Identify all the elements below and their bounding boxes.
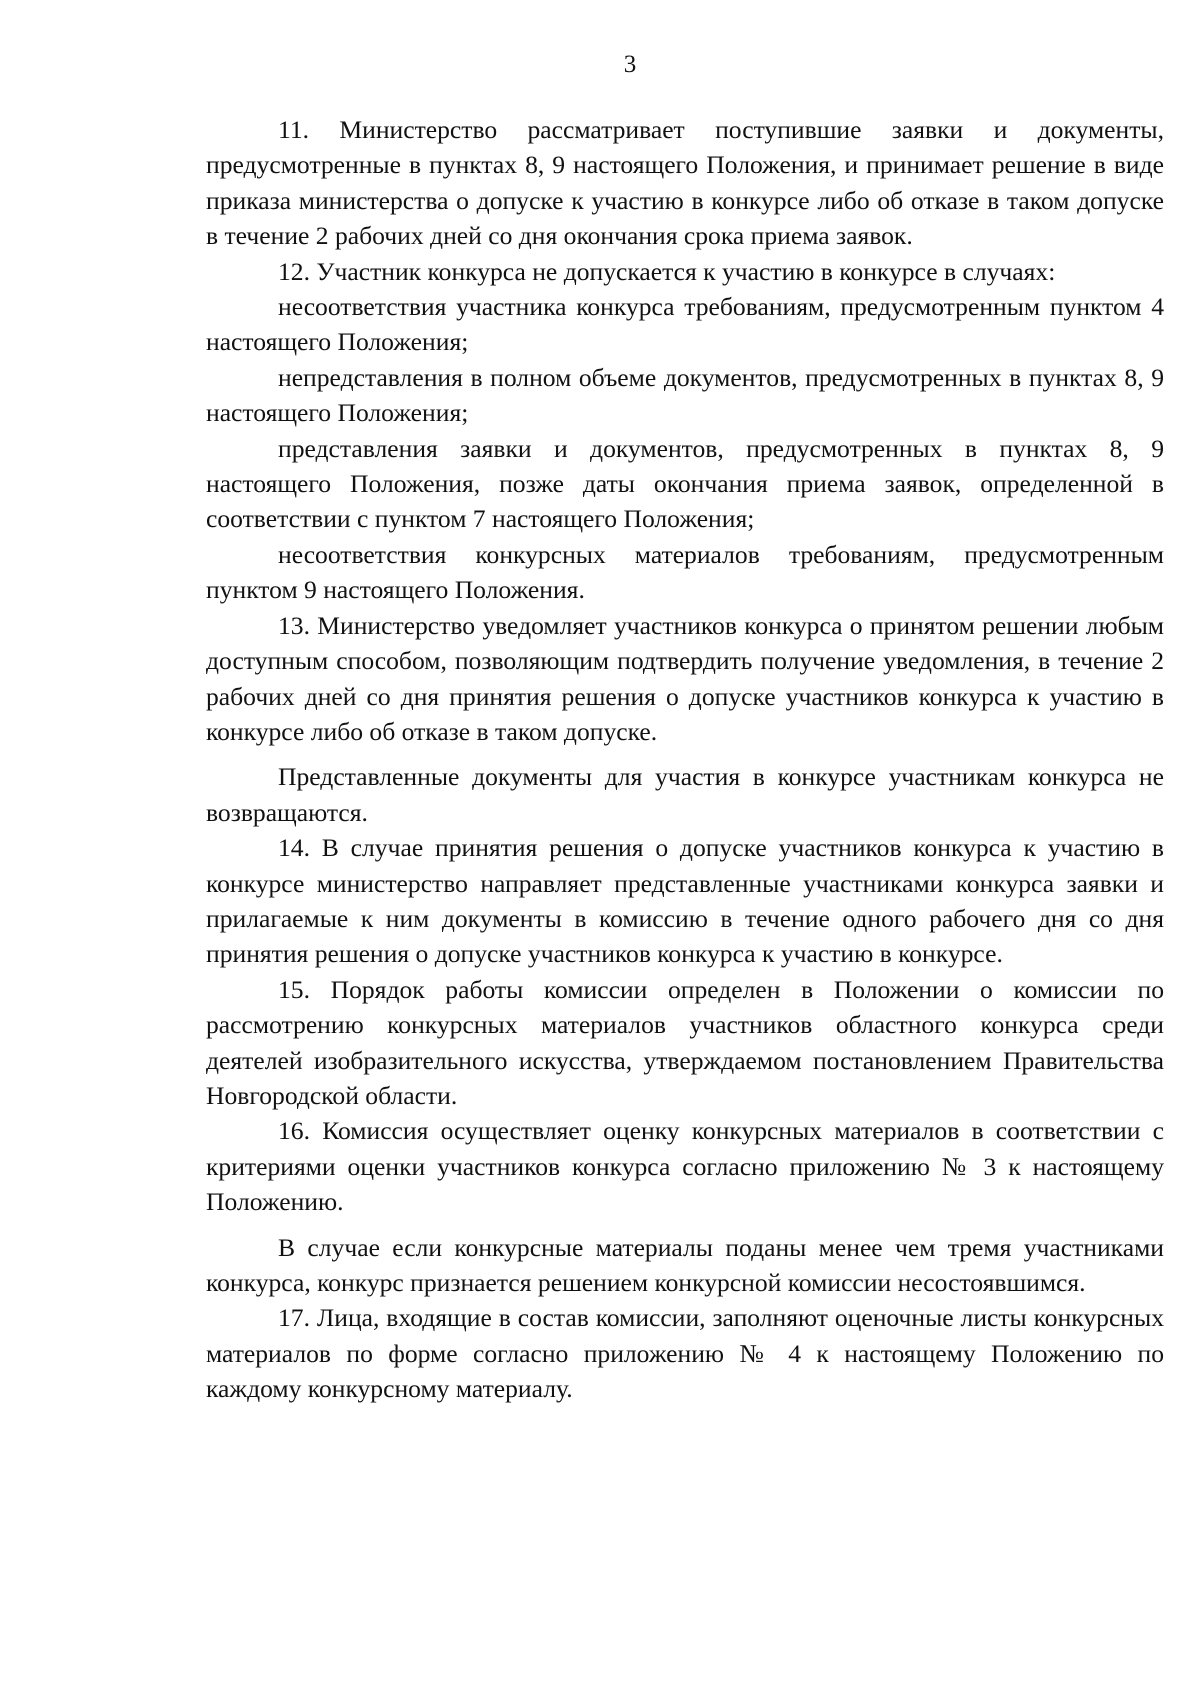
paragraph-17: 17. Лица, входящие в состав комиссии, заполняют оценочные листы конкурсных материалов по форме согласно приложению № 4 к настоящему Положению по каждому конкурсному материалу. [206,1303,1164,1404]
paragraph-12-case-4: несоответствия конкурсных материалов требованиям, предусмотренным пунктом 9 настоящего Положения. [206,539,1164,605]
paragraph-13-note: Представленные документы для участия в конкурсе участникам конкурса не возвращаются. [206,762,1164,827]
paragraph-16: 16. Комиссия осуществляет оценку конкурсных материалов в соответствии с критериями оценки участников конкурса согласно приложению № 3 к настоящему Положению. [206,1116,1164,1217]
paragraph-13: 13. Министерство уведомляет участников конкурса о принятом решении любым доступным способом, позволяющим подтвердить получение уведомления, в течение 2 рабочих дней со дня принятия решения о допуске участников конкурса к участию в конкурсе либо об отказе в таком допуске. [206,610,1164,746]
paragraph-11: 11. Министерство рассматривает поступившие заявки и документы, предусмотренные в пунктах 8, 9 настоящего Положения, и принимает решение в виде приказа министерства о допуске к участию в конкурсе либо об отказе в таком допуске в течение 2 рабочих дней со дня окончания срока приема заявок. [206,115,1164,251]
page-number: 3 [623,51,637,78]
paragraph-14: 14. В случае принятия решения о допуске участников конкурса к участию в конкурсе министерство направляет представленные участниками конкурса заявки и прилагаемые к ним документы в комиссию в течение одного рабочего дня со дня принятия решения о допуске участников конкурса к участию в конкурсе. [206,833,1164,969]
paragraph-16-note: В случае если конкурсные материалы поданы менее чем тремя участниками конкурса, конкурс признается решением конкурсной комиссии несостоявшимся. [206,1232,1164,1297]
paragraph-12: 12. Участник конкурса не допускается к участию в конкурсе в случаях: [278,256,1056,286]
paragraph-12-case-3: представления заявки и документов, предусмотренных в пунктах 8, 9 настоящего Положения, позже даты окончания приема заявок, определенной в соответствии с пунктом 7 настоящего Положения; [206,433,1164,534]
paragraph-12-case-1: несоответствия участника конкурса требованиям, предусмотренным пунктом 4 настоящего Положения; [206,292,1164,357]
paragraph-12-case-2: непредставления в полном объеме документов, предусмотренных в пунктах 8, 9 настоящего Положения; [206,362,1164,428]
document-body [206,112,1164,1407]
paragraph-15: 15. Порядок работы комиссии определен в Положении о комиссии по рассмотрению конкурсных материалов участников областного конкурса среди деятелей изобразительного искусства, утверждаемом постановлением Правительства Новгородской области. [206,974,1164,1110]
